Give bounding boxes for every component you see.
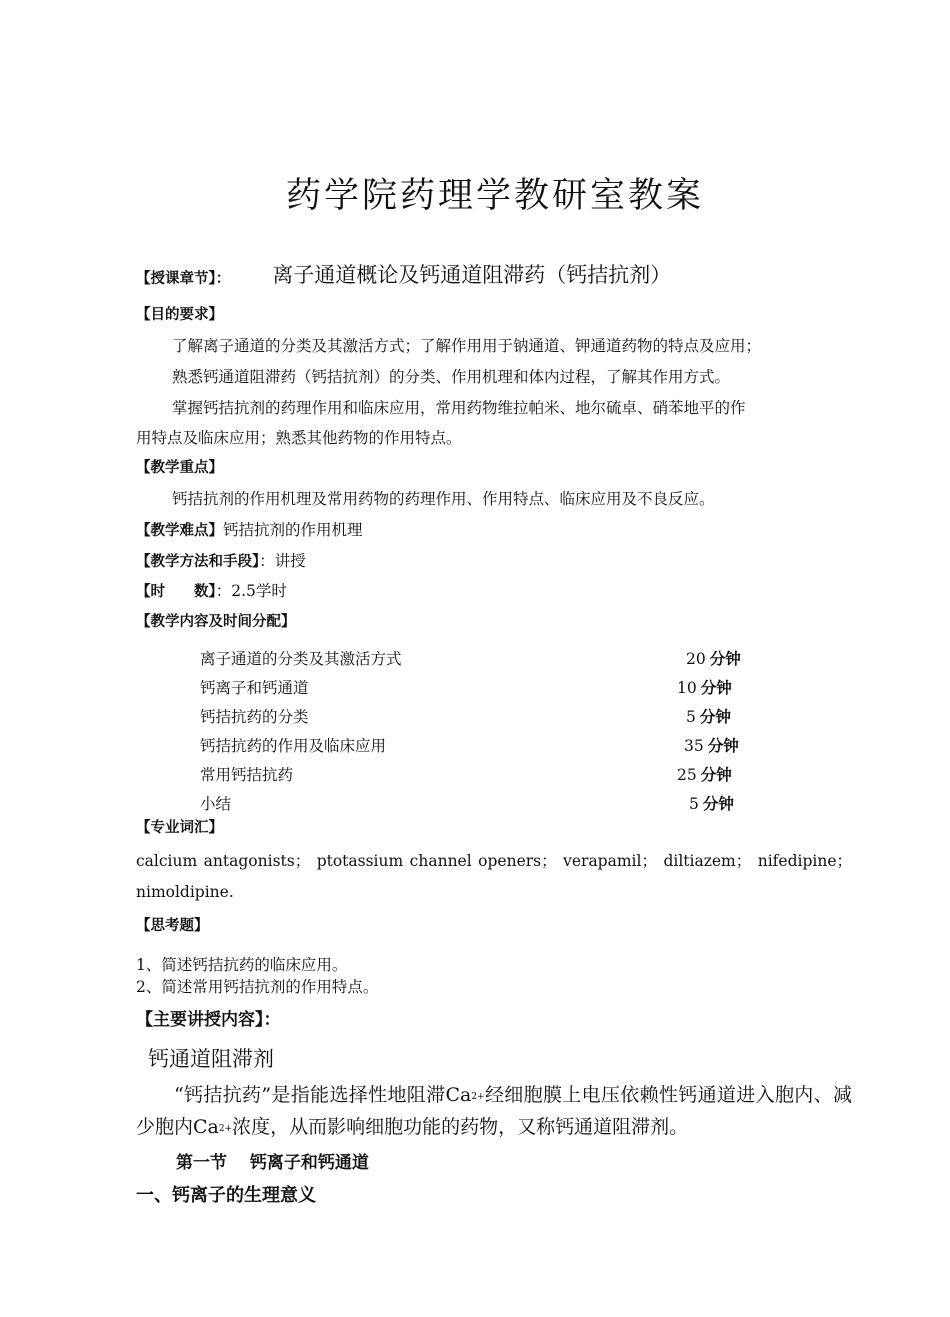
vocabulary-line-1: calcium antagonists； ptotassium channel openers； verapamil； diltiazem； nifedipine； bbox=[136, 852, 852, 870]
schedule-time bbox=[686, 647, 741, 669]
schedule-topic: 钙拮抗药的作用及临床应用 bbox=[200, 737, 387, 755]
key-points-label: 【教学重点】 bbox=[136, 460, 223, 476]
schedule-row bbox=[200, 676, 760, 698]
questions-label: 【思考题】 bbox=[136, 918, 209, 934]
intro-sup-2: 2+ bbox=[218, 1124, 233, 1134]
schedule-unit: 分钟 bbox=[709, 650, 741, 668]
schedule-row bbox=[200, 705, 760, 727]
schedule-minutes: 5 bbox=[686, 708, 696, 726]
section-heading: 钙通道阻滞剂 bbox=[148, 1047, 274, 1071]
objectives-line-3: 掌握钙拮抗剂的药理作用和临床应用，常用药物维拉帕米、地尔硫卓、硝苯地平的作 bbox=[172, 399, 746, 417]
schedule-unit: 分钟 bbox=[702, 795, 734, 813]
schedule-minutes: 25 bbox=[677, 766, 697, 784]
schedule-minutes: 5 bbox=[689, 795, 699, 813]
main-content-colon: ： bbox=[263, 1010, 281, 1030]
difficulty-row bbox=[136, 520, 363, 541]
hours-label: 【时 数】 bbox=[136, 584, 216, 600]
schedule-row bbox=[200, 763, 760, 785]
main-content-label: 【主要讲授内容】 bbox=[136, 1010, 264, 1030]
intro-text-2: 经细胞膜上电压依赖性钙通道进入胞内、减少胞内 bbox=[136, 1084, 852, 1138]
intro-paragraph bbox=[136, 1079, 852, 1143]
section-1-heading: 第一节 钙离子和钙通道 bbox=[176, 1153, 369, 1173]
method-label: 【教学方法和手段】 bbox=[136, 554, 260, 570]
method-colon: ： bbox=[259, 552, 275, 570]
hours-text: 2.5学时 bbox=[231, 582, 287, 600]
intro-ca-2: Ca bbox=[193, 1116, 219, 1138]
schedule-unit: 分钟 bbox=[700, 766, 732, 784]
vocabulary-line-2: nimoldipine. bbox=[136, 883, 234, 901]
hours-row bbox=[136, 581, 287, 602]
objectives-line-1: 了解离子通道的分类及其激活方式；了解作用用于钠通道、钾通道药物的特点及应用； bbox=[172, 337, 762, 355]
subsection-1-heading: 一、钙离子的生理意义 bbox=[136, 1185, 316, 1206]
page-title: 药学院药理学教研室教案 bbox=[285, 176, 704, 216]
schedule-minutes: 10 bbox=[677, 679, 697, 697]
schedule-row bbox=[200, 792, 760, 814]
objectives-line-2: 熟悉钙通道阻滞药（钙拮抗剂）的分类、作用机理和体内过程，了解其作用方式。 bbox=[172, 368, 731, 386]
schedule-time bbox=[677, 763, 732, 785]
difficulty-text: 钙拮抗剂的作用机理 bbox=[223, 521, 363, 539]
schedule-unit: 分钟 bbox=[699, 708, 731, 726]
schedule-topic: 钙离子和钙通道 bbox=[200, 679, 309, 697]
schedule-label: 【教学内容及时间分配】 bbox=[136, 614, 296, 630]
chapter-value: 离子通道概论及钙通道阻滞药（钙拮抗剂） bbox=[272, 263, 672, 287]
objectives-label: 【目的要求】 bbox=[136, 307, 223, 323]
intro-text-3: 浓度，从而影响细胞功能的药物，又称钙通道阻滞剂。 bbox=[232, 1116, 689, 1138]
intro-sup-1: 2+ bbox=[471, 1092, 485, 1102]
schedule-unit: 分钟 bbox=[707, 737, 739, 755]
question-item: 2、简述常用钙拮抗剂的作用特点。 bbox=[136, 978, 379, 996]
schedule-minutes: 20 bbox=[686, 650, 706, 668]
schedule-row bbox=[200, 647, 760, 669]
main-content-row bbox=[136, 1010, 281, 1030]
key-points-text: 钙拮抗剂的作用机理及常用药物的药理作用、作用特点、临床应用及不良反应。 bbox=[172, 490, 715, 508]
schedule-topic: 钙拮抗药的分类 bbox=[200, 708, 309, 726]
chapter-label: 【授课章节】： bbox=[136, 271, 231, 287]
intro-text-1: “钙拮抗药”是指能选择性地阻滞 bbox=[174, 1084, 446, 1106]
question-item: 1、简述钙拮抗药的临床应用。 bbox=[136, 956, 348, 974]
schedule-time bbox=[684, 734, 739, 756]
hours-colon: ： bbox=[215, 582, 232, 600]
schedule-minutes: 35 bbox=[684, 737, 704, 755]
schedule-topic: 离子通道的分类及其激活方式 bbox=[200, 650, 402, 668]
schedule-time bbox=[689, 792, 734, 814]
schedule-topic: 小结 bbox=[200, 795, 232, 813]
intro-ca-1: Ca bbox=[445, 1084, 472, 1106]
schedule-topic: 常用钙拮抗药 bbox=[200, 766, 294, 784]
method-row bbox=[136, 551, 306, 572]
chapter-row bbox=[136, 263, 672, 289]
schedule-time bbox=[686, 705, 731, 727]
schedule-time bbox=[677, 676, 732, 698]
schedule-row bbox=[200, 734, 760, 756]
difficulty-label: 【教学难点】 bbox=[136, 523, 223, 539]
method-text: 讲授 bbox=[274, 552, 306, 570]
objectives-line-4: 用特点及临床应用；熟悉其他药物的作用特点。 bbox=[136, 429, 462, 447]
vocabulary-label: 【专业词汇】 bbox=[136, 820, 223, 836]
schedule-unit: 分钟 bbox=[700, 679, 732, 697]
